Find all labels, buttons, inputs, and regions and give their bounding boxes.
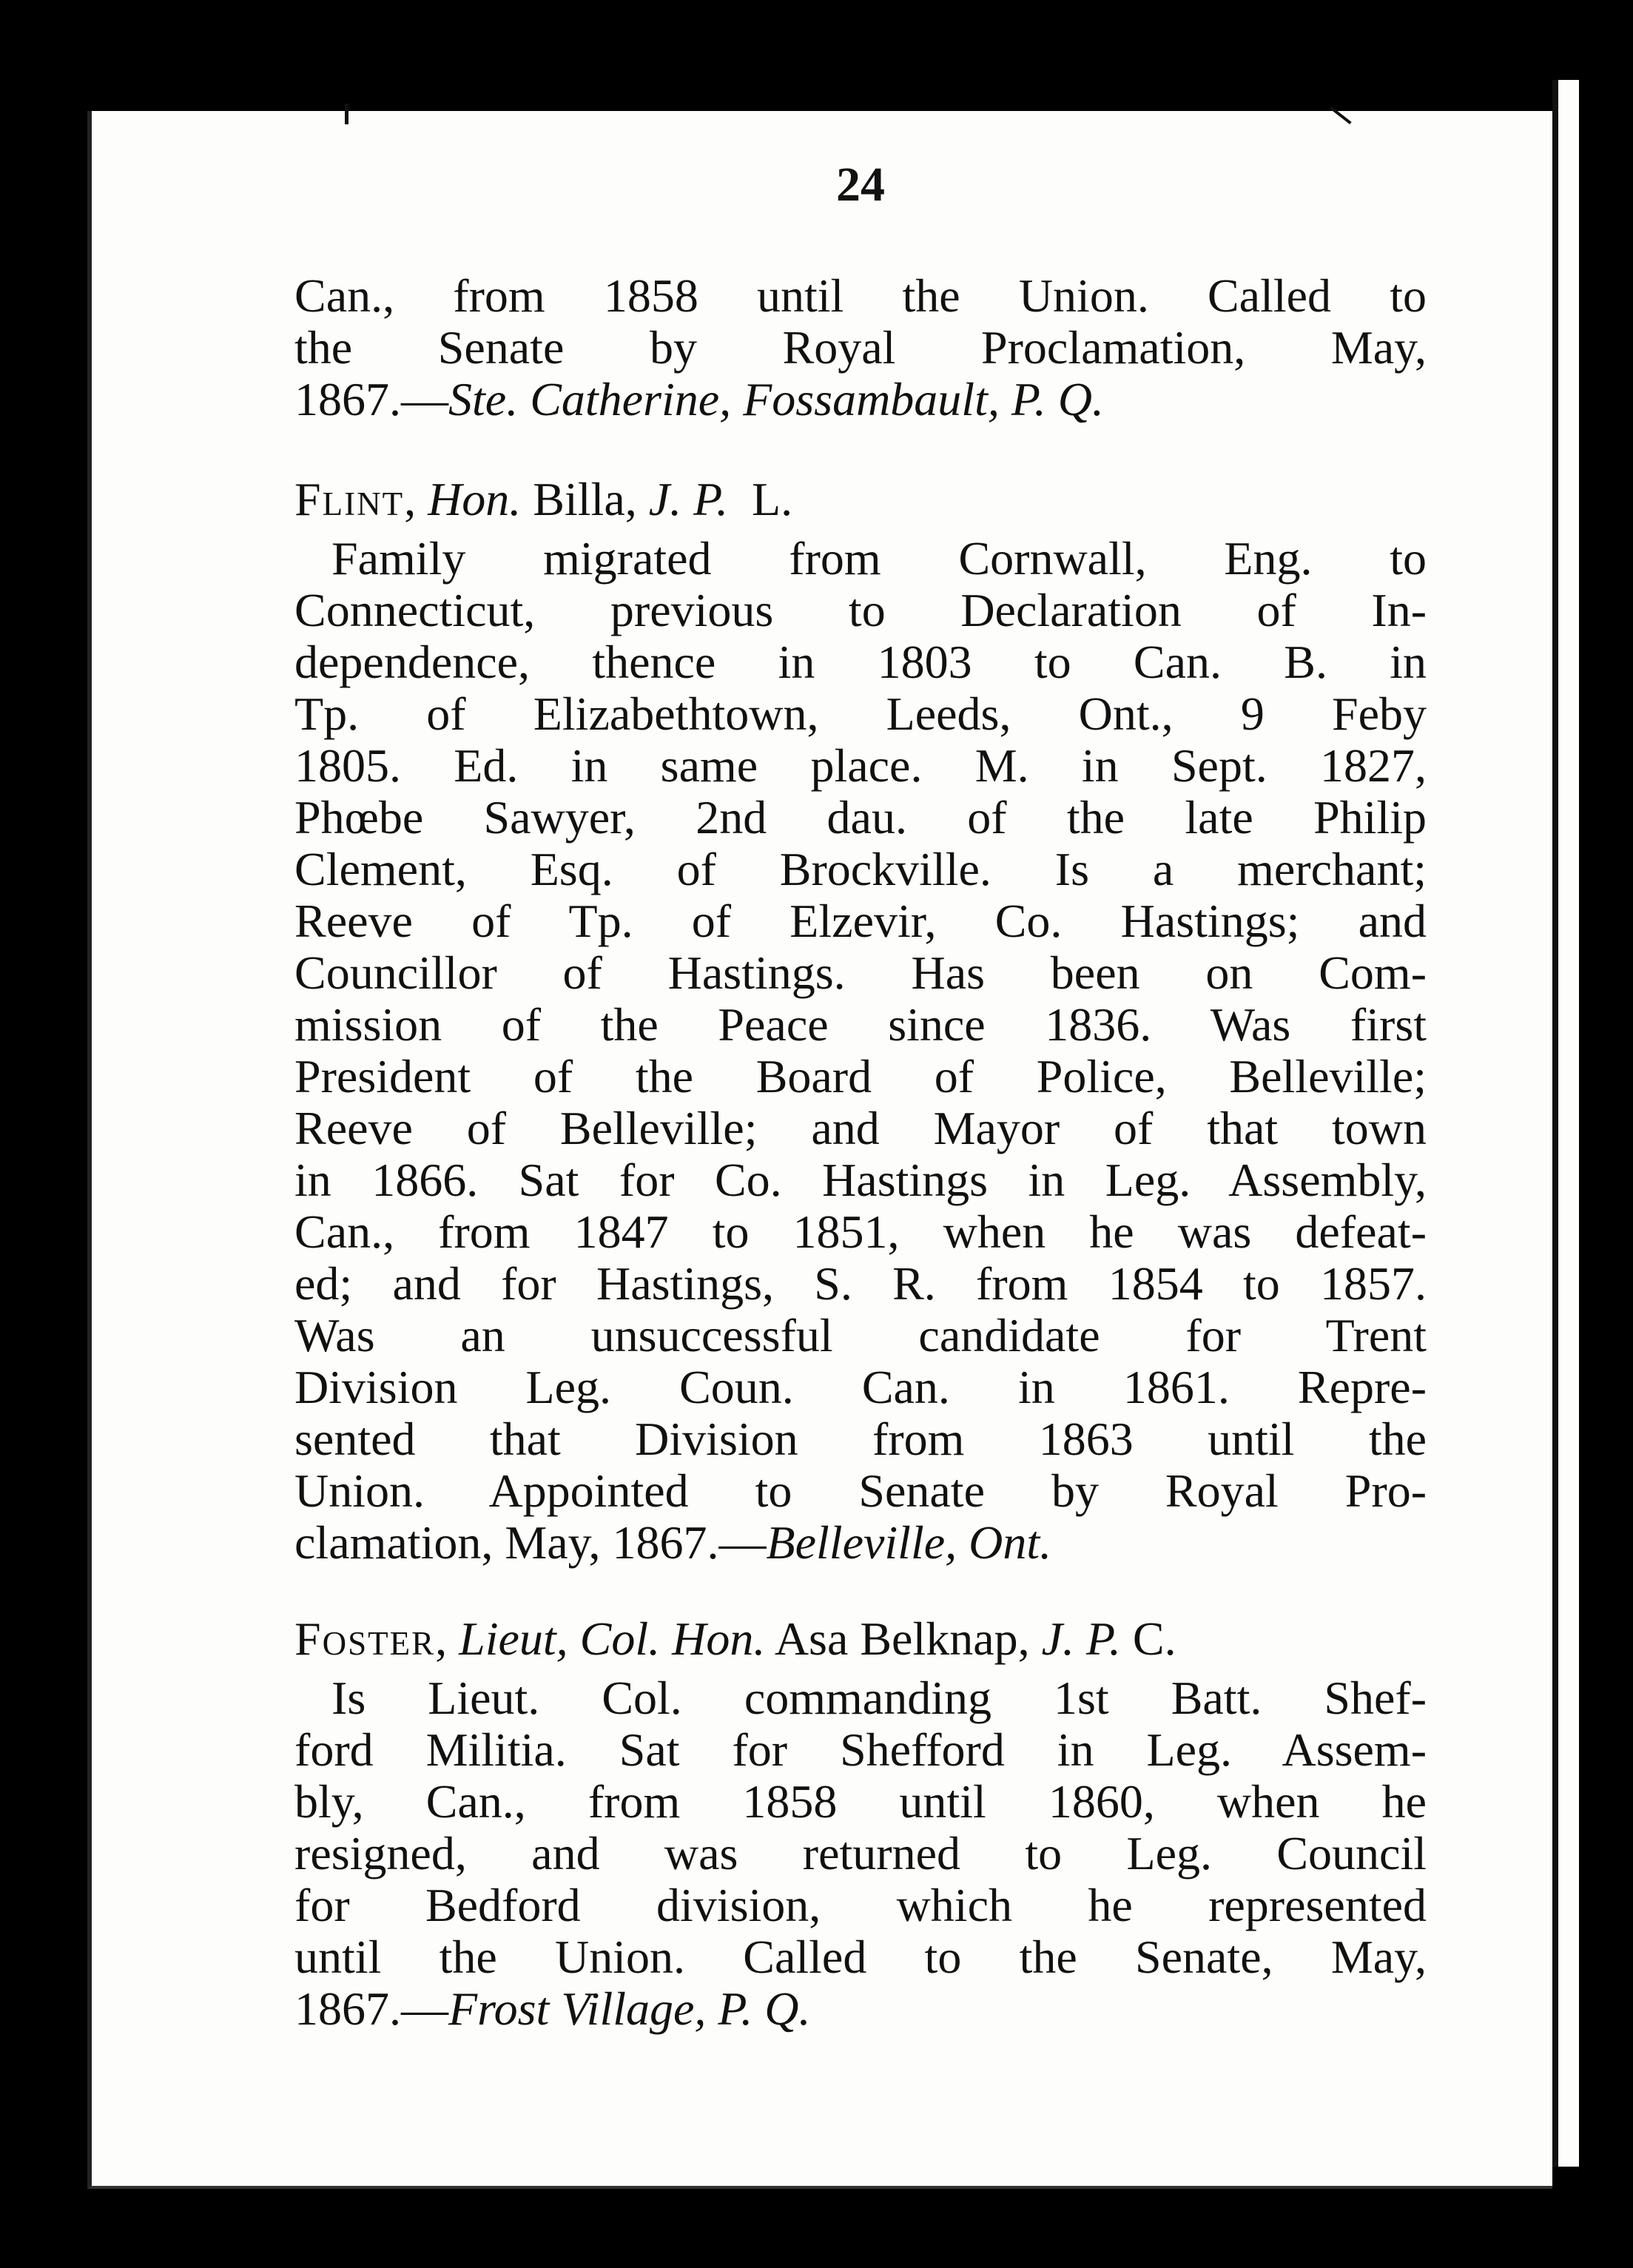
text-line: mission of the Peace since 1836. Was first [294, 999, 1427, 1051]
entry-body-foster [294, 1672, 1427, 2035]
text-fragment: 1867.— [294, 1983, 448, 2035]
entry-heading-flint: Flint, Hon. Billa, J. P. L. [294, 473, 793, 525]
party: L. [751, 473, 793, 525]
text-line: 1805. Ed. in same place. M. in Sept. 1827, [294, 740, 1427, 792]
page-edge [1552, 80, 1579, 2167]
entry-heading-foster: Foster, Lieut, Col. Hon. Asa Belknap, J. P. C. [294, 1612, 1176, 1665]
text-line: Reeve of Belleville; and Mayor of that town [294, 1103, 1427, 1154]
text-line: Family migrated from Cornwall, Eng. to [331, 533, 1427, 585]
party: C. [1132, 1612, 1176, 1665]
text-line: Was an unsuccessful candidate for Trent [294, 1310, 1427, 1362]
given-name: Asa Belknap, [774, 1612, 1030, 1665]
text-line: Can., from 1847 to 1851, when he was defeat- [294, 1206, 1427, 1258]
text-line: Councillor of Hastings. Has been on Com- [294, 947, 1427, 999]
text-line: dependence, thence in 1803 to Can. B. in [294, 636, 1427, 688]
scan-mark [345, 104, 349, 124]
text-line: ford Militia. Sat for Shefford in Leg. Assem- [294, 1724, 1427, 1776]
text-line: for Bedford division, which he represented [294, 1880, 1427, 1931]
text-fragment: clamation, May, 1867.— [294, 1517, 767, 1569]
residence: Ste. Catherine, Fossambault, P. Q. [448, 374, 1104, 425]
text-line: Phœbe Sawyer, 2nd dau. of the late Philip [294, 792, 1427, 844]
honorific: Hon. [428, 473, 522, 525]
text-line: bly, Can., from 1858 until 1860, when he [294, 1776, 1427, 1828]
given-name: Billa, [533, 473, 637, 525]
text-line: Is Lieut. Col. commanding 1st Batt. Shef- [331, 1672, 1427, 1724]
surname: Flint [294, 473, 405, 525]
residence: Frost Village, P. Q. [448, 1983, 811, 2035]
residence: Belleville, Ont. [766, 1517, 1052, 1569]
text-line: Clement, Esq. of Brockville. Is a merchant; [294, 844, 1427, 895]
text-line: Union. Appointed to Senate by Royal Pro- [294, 1465, 1427, 1517]
entry-body-flint [294, 533, 1427, 1569]
text-fragment: 1867.— [294, 374, 448, 425]
text-line: Connecticut, previous to Declaration of In- [294, 585, 1427, 636]
text-line: in 1866. Sat for Co. Hastings in Leg. Assembly, [294, 1154, 1427, 1206]
text-line: sented that Division from 1863 until the [294, 1413, 1427, 1465]
text-line: Tp. of Elizabethtown, Leeds, Ont., 9 Feby [294, 688, 1427, 740]
rank: Lieut, Col. [459, 1612, 661, 1665]
text-line [294, 374, 1427, 425]
text-line: ed; and for Hastings, S. R. from 1854 to 1857. [294, 1258, 1427, 1310]
post-nominal: J. P. [648, 473, 728, 525]
continuation-paragraph [294, 270, 1427, 425]
text-line: President of the Board of Police, Belleville; [294, 1051, 1427, 1103]
post-nominal: J. P. [1041, 1612, 1121, 1665]
text-line: Reeve of Tp. of Elzevir, Co. Hastings; and [294, 895, 1427, 947]
text-line: Division Leg. Coun. Can. in 1861. Repre- [294, 1362, 1427, 1413]
text-line [294, 1983, 1427, 2035]
page-number: 24 [836, 158, 885, 212]
text-line: until the Union. Called to the Senate, May, [294, 1931, 1427, 1983]
surname: Foster [294, 1612, 436, 1665]
text-line: the Senate by Royal Proclamation, May, [294, 322, 1427, 374]
text-line: Can., from 1858 until the Union. Called to [294, 270, 1427, 322]
text-line: resigned, and was returned to Leg. Council [294, 1828, 1427, 1880]
honorific: Hon. [672, 1612, 766, 1665]
text-line [294, 1517, 1427, 1569]
